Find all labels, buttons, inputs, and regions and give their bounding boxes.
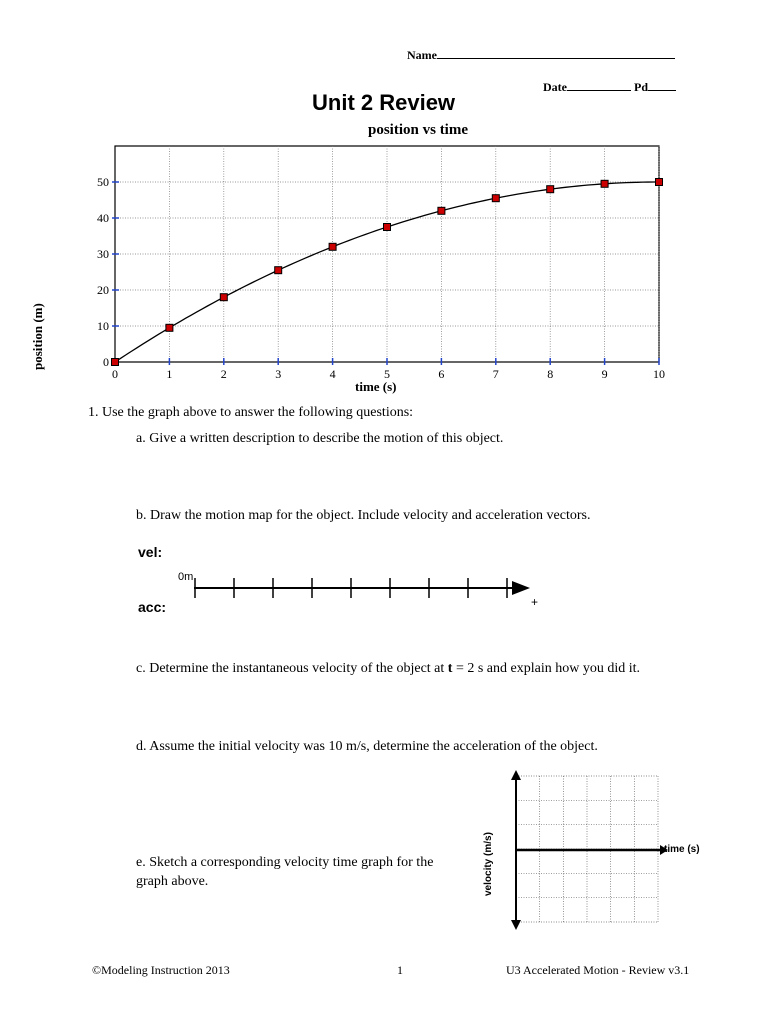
data-point [547,186,554,193]
date-blank[interactable] [567,78,631,91]
y-tick-label: 40 [97,211,109,225]
pd-blank[interactable] [648,78,676,91]
name-field[interactable] [407,46,675,63]
x-tick-label: 2 [220,367,227,381]
data-point [656,179,663,186]
chart-title: position vs time [368,122,469,138]
origin-label: 0m [178,571,194,583]
x-tick-label: 3 [275,367,282,381]
x-tick-label: 0 [112,367,118,381]
vt-graph[interactable] [480,768,740,938]
data-point [438,207,445,214]
date-label: Date [543,80,567,94]
vt-x-label: time (s) [664,844,700,855]
motion-map-axis[interactable] [0,570,770,610]
data-point [220,294,227,301]
question-1c-text-1: c. Determine the instantaneous velocity of the object at [136,661,448,676]
question-1c [136,661,640,677]
arrow-right-icon [512,581,530,595]
data-point [329,243,336,250]
y-tick-label: 0 [103,355,109,369]
chart-y-label: position (m) [30,303,45,370]
question-1c-text-2: = 2 s and explain how you did it. [452,661,640,676]
question-1c-t: t [447,661,453,676]
question-1b: b. Draw the motion map for the object. Include velocity and acceleration vectors. [136,508,591,523]
name-blank[interactable] [437,46,675,59]
data-point [492,195,499,202]
question-1d: d. Assume the initial velocity was 10 m/s, determine the acceleration of the object. [136,739,598,754]
x-tick-label: 6 [438,367,445,381]
date-pd-field[interactable] [543,78,676,95]
x-tick-label: 1 [166,367,173,381]
chart-svg [0,118,770,398]
acc-label: acc: [138,599,167,615]
pd-label: Pd [634,80,649,94]
vel-label: vel: [138,544,163,560]
data-point [112,359,119,366]
x-tick-label: 10 [653,367,665,381]
footer-left: ©Modeling Instruction 2013 [92,963,230,977]
name-label: Name [407,48,437,62]
data-point [384,224,391,231]
question-1e: e. Sketch a corresponding velocity time graph for the graph above. [136,855,434,889]
question-1a: a. Give a written description to describe the motion of this object. [136,431,504,446]
page-title: Unit 2 Review [312,90,456,115]
x-tick-label: 5 [384,367,390,381]
footer-right: U3 Accelerated Motion - Review v3.1 [506,963,690,977]
x-tick-label: 4 [329,367,336,381]
x-tick-label: 8 [547,367,554,381]
x-tick-label: 7 [492,367,499,381]
arrow-up-icon [511,770,521,780]
y-tick-label: 10 [97,319,109,333]
x-tick-label: 9 [601,367,608,381]
data-point [166,324,173,331]
y-tick-label: 50 [97,175,109,189]
position-time-chart [0,118,770,398]
arrow-down-icon [511,920,521,930]
vt-y-label: velocity (m/s) [483,832,494,896]
y-tick-label: 20 [97,283,109,297]
chart-x-label: time (s) [355,379,397,394]
footer-page-number: 1 [397,963,403,977]
question-1: 1. Use the graph above to answer the following questions: [88,405,414,420]
plus-label: + [531,595,539,609]
y-tick-label: 30 [97,247,109,261]
data-point [601,180,608,187]
data-point [275,267,282,274]
